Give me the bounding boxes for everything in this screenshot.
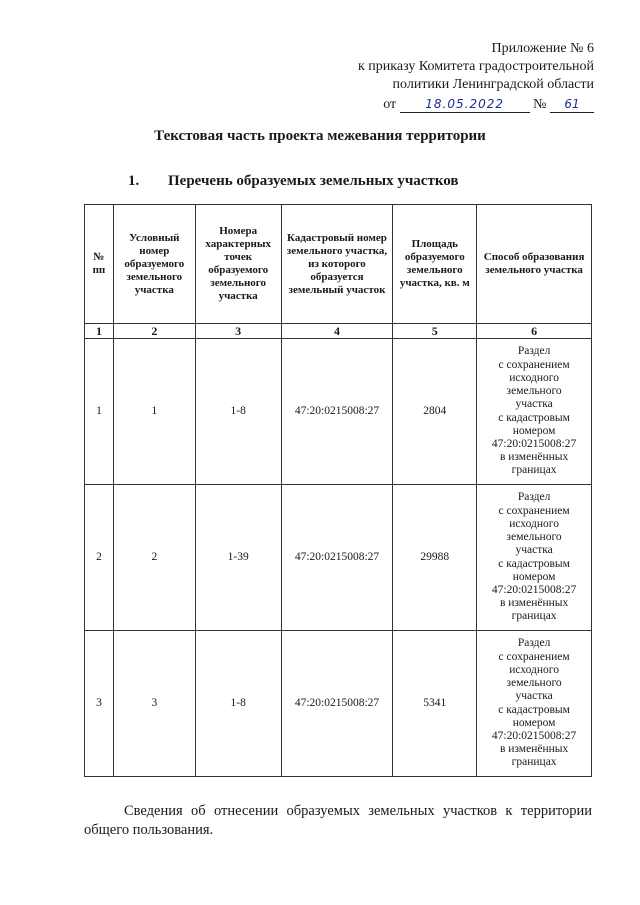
method-line: Раздел: [517, 491, 551, 504]
method-line: 47:20:0215008:27: [491, 729, 577, 742]
method-line: границах: [511, 610, 557, 623]
row-cadastral: 47:20:0215008:27: [281, 339, 393, 485]
row-area: 29988: [393, 485, 477, 631]
method-line: земельного: [506, 385, 562, 398]
header-area: Площадь образуемого земельного участка, кв. м: [393, 205, 477, 324]
date-prefix: от: [383, 97, 397, 112]
table-row: [85, 339, 592, 485]
document-title: Текстовая часть проекта межевания территории: [154, 128, 486, 144]
column-number: 6: [477, 324, 592, 339]
row-points: 1-8: [195, 339, 281, 485]
method-line: земельного: [506, 531, 562, 544]
header-method: Способ образования земельного участка: [477, 205, 592, 324]
row-cadastral: 47:20:0215008:27: [281, 485, 393, 631]
table-row: [85, 485, 592, 631]
row-pp: 2: [85, 485, 114, 631]
column-number: 1: [85, 324, 114, 339]
row-pp: 3: [85, 631, 114, 777]
row-conditional-number: 3: [113, 631, 195, 777]
row-conditional-number: 1: [113, 339, 195, 485]
method-line: номером: [512, 570, 556, 583]
order-date-line: [358, 96, 594, 114]
method-line: в изменённых: [499, 451, 569, 464]
method-line: с сохранением: [498, 358, 570, 371]
method-line: Раздел: [517, 637, 551, 650]
column-number: 2: [113, 324, 195, 339]
method-line: номером: [512, 716, 556, 729]
header-conditional-number: Условный номер образуемого земельного участка: [113, 205, 195, 324]
row-area: 2804: [393, 339, 477, 485]
column-number: 4: [281, 324, 393, 339]
appendix-header: [358, 40, 594, 114]
header-pp: № пп: [85, 205, 114, 324]
method-line: границах: [511, 756, 557, 769]
row-area: 5341: [393, 631, 477, 777]
land-plots-table: [84, 204, 592, 777]
method-line: 47:20:0215008:27: [491, 583, 577, 596]
appendix-order-line: к приказу Комитета градостроительной: [358, 59, 594, 74]
row-method: [477, 631, 592, 777]
appendix-committee-line: политики Ленинградской области: [392, 77, 594, 92]
header-cadastral: Кадастровый номер земельного участка, из которого образуется земельный участок: [281, 205, 393, 324]
method-line: исходного: [509, 517, 559, 530]
section-heading: [128, 173, 459, 190]
method-line: в изменённых: [499, 743, 569, 756]
order-number: 61: [550, 97, 594, 113]
row-pp: 1: [85, 339, 114, 485]
method-line: 47:20:0215008:27: [491, 437, 577, 450]
column-number-row: [85, 324, 592, 339]
method-line: границах: [511, 464, 557, 477]
method-line: Раздел: [517, 345, 551, 358]
row-cadastral: 47:20:0215008:27: [281, 631, 393, 777]
row-points: 1-39: [195, 485, 281, 631]
column-number: 5: [393, 324, 477, 339]
method-line: с кадастровым: [498, 557, 570, 570]
row-conditional-number: 2: [113, 485, 195, 631]
method-line: с кадастровым: [498, 411, 570, 424]
method-line: земельного: [506, 677, 562, 690]
method-line: участка: [515, 690, 553, 703]
number-prefix: №: [533, 97, 547, 112]
column-number: 3: [195, 324, 281, 339]
section-number: 1.: [128, 173, 140, 189]
row-points: 1-8: [195, 631, 281, 777]
section-title: Перечень образуемых земельных участков: [168, 173, 459, 189]
row-method: [477, 485, 592, 631]
table-header-row: [85, 205, 592, 324]
method-line: участка: [515, 544, 553, 557]
method-line: исходного: [509, 663, 559, 676]
method-line: в изменённых: [499, 597, 569, 610]
method-line: с сохранением: [498, 504, 570, 517]
footer-paragraph: Сведения об отнесении образуемых земельных участков к территории общего пользования.: [84, 803, 592, 838]
header-points: Номера характерных точек образуемого земельного участка: [195, 205, 281, 324]
table-row: [85, 631, 592, 777]
method-line: с кадастровым: [498, 703, 570, 716]
method-line: номером: [512, 424, 556, 437]
method-line: с сохранением: [498, 650, 570, 663]
order-date: 18.05.2022: [400, 97, 530, 113]
method-line: участка: [515, 398, 553, 411]
method-line: исходного: [509, 371, 559, 384]
row-method: [477, 339, 592, 485]
appendix-title: Приложение № 6: [491, 41, 594, 56]
